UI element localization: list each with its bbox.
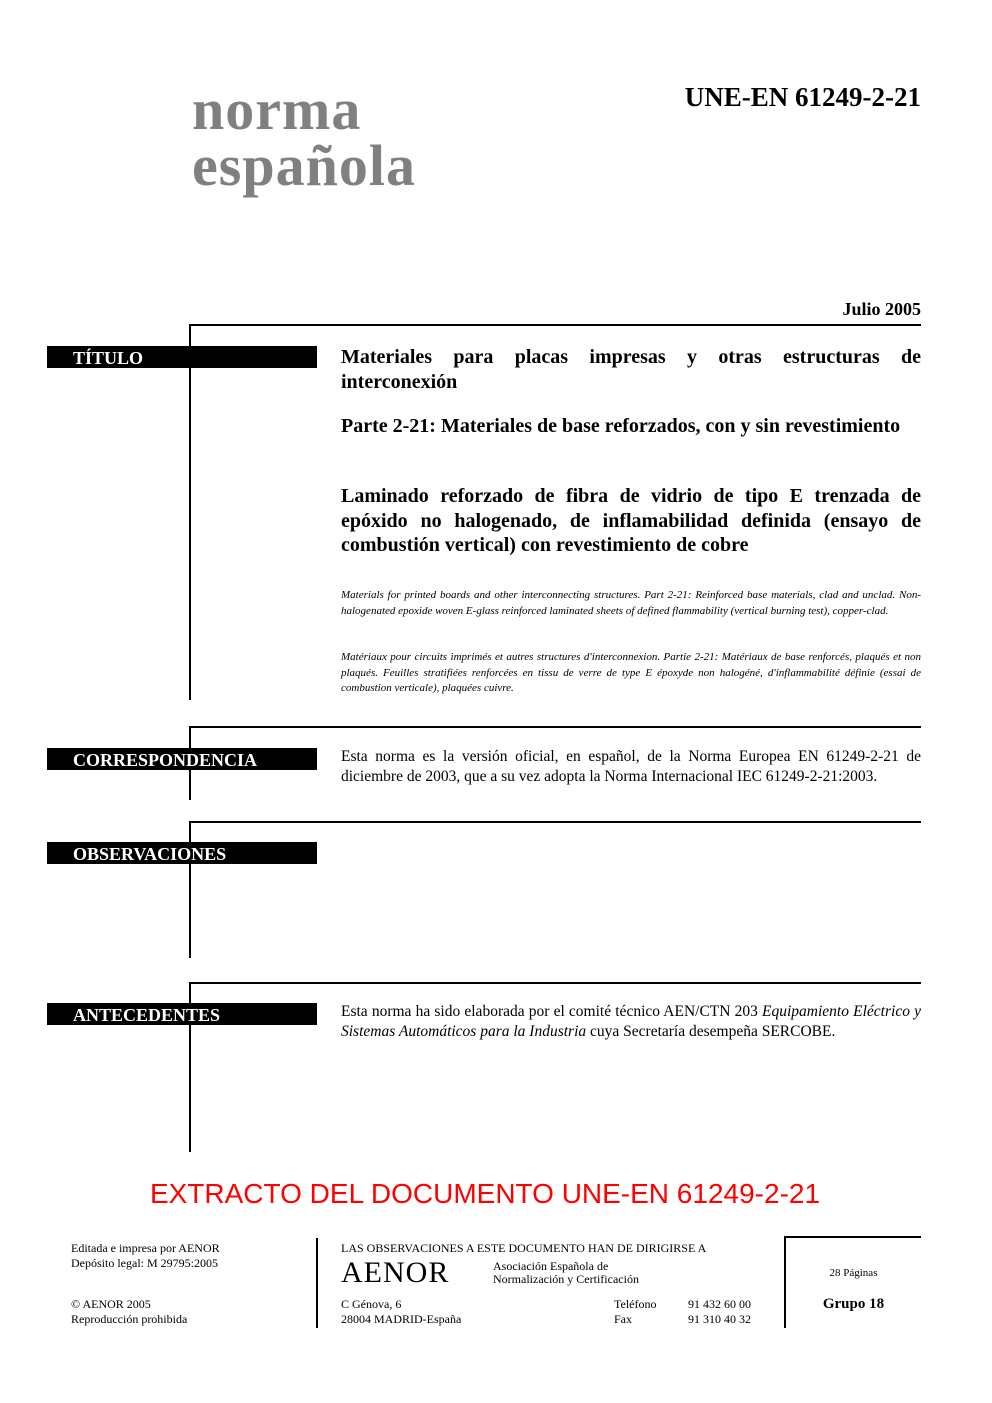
antecedentes-top-rule: [189, 982, 921, 984]
extract-notice: EXTRACTO DEL DOCUMENTO UNE-EN 61249-2-21: [149, 1178, 821, 1209]
footer-deposito: Depósito legal: M 29795:2005: [71, 1256, 218, 1270]
publication-date: Julio 2005: [842, 299, 921, 319]
norma-espanola-heading: [192, 77, 416, 198]
address-line-1: C Génova, 6: [341, 1297, 402, 1311]
aenor-name: [493, 1260, 639, 1286]
observaciones-top-rule: [189, 821, 921, 823]
norma-line-2: española: [192, 133, 416, 198]
price-group: Grupo 18: [822, 1296, 885, 1312]
antecedentes-label: ANTECEDENTES: [47, 1003, 317, 1025]
committee-name: Equipamiento Eléctrico y Sistemas Automáticos para la Industria: [341, 1003, 921, 1040]
footer-divider-left: [316, 1238, 318, 1328]
titulo-label: TÍTULO: [47, 346, 317, 368]
antecedentes-text-start: Esta norma ha sido elaborada por el comité técnico AEN/CTN 203: [341, 1003, 763, 1020]
fax-value: 91 310 40 32: [688, 1312, 751, 1326]
footer-box-left-rule: [784, 1236, 786, 1328]
title-french: Matériaux pour circuits imprimés et autres structures d'interconnexion. Partie 2-21: Matériaux de base renforcés, plaqués et non plaqués. Feuilles stratifiées renforcées en tissu de verre de type E époxyde non halogéné, d'inflammabilité définie (essai de combustion verticale), plaquées cuivre.: [341, 651, 921, 694]
title-spanish-2: Parte 2-21: Materiales de base reforzados, con y sin revestimiento: [341, 415, 901, 437]
title-english: Materials for printed boards and other interconnecting structures. Part 2-21: Reinforced base materials, clad and unclad. Non-halogenated epoxide woven E-glass reinforced laminated sheets of defined flammability (vertical burning test), copper-clad.: [341, 589, 921, 617]
correspondencia-top-rule: [189, 726, 921, 728]
address-line-2: 28004 MADRID-España: [341, 1312, 462, 1326]
fax-label: Fax: [614, 1312, 632, 1326]
norma-line-1: norma: [192, 77, 362, 142]
antecedentes-text: [341, 1002, 921, 1041]
aenor-name-line-2: Normalización y Certificación: [493, 1272, 639, 1286]
footer-reproduccion: Reproducción prohibida: [71, 1312, 188, 1326]
observaciones-notice: LAS OBSERVACIONES A ESTE DOCUMENTO HAN DE DIRIGIRSE A: [341, 1241, 707, 1255]
observaciones-label: OBSERVACIONES: [47, 842, 317, 864]
antecedentes-text-end: cuya Secretaría desempeña SERCOBE.: [586, 1022, 836, 1040]
standard-code: UNE-EN 61249-2-21: [684, 82, 921, 112]
telephone-label: Teléfono: [614, 1297, 657, 1311]
footer-edited: Editada e impresa por AENOR: [71, 1241, 220, 1255]
titulo-top-rule: [189, 324, 921, 326]
titulo-left-rule: [189, 324, 191, 700]
footer-copyright: © AENOR 2005: [71, 1297, 151, 1311]
aenor-logo: AENOR: [341, 1256, 450, 1289]
page-count: 28 Páginas: [829, 1267, 878, 1279]
aenor-name-line-1: Asociación Española de: [493, 1259, 609, 1273]
title-spanish-1: Materiales para placas impresas y otras estructuras de interconexión: [341, 346, 921, 393]
correspondencia-text: Esta norma es la versión oficial, en español, de la Norma Europea EN 61249-2-21 de diciembre de 2003, que a su vez adopta la Norma Internacional IEC 61249-2-21:2003.: [341, 748, 921, 785]
footer-box-top-rule: [784, 1236, 921, 1238]
telephone-value: 91 432 60 00: [688, 1297, 751, 1311]
correspondencia-label: CORRESPONDENCIA: [47, 748, 317, 770]
title-spanish-3: Laminado reforzado de fibra de vidrio de tipo E trenzada de epóxido no halogenado, de inflamabilidad definida (ensayo de combustión vertical) con revestimiento de cobre: [341, 485, 921, 556]
